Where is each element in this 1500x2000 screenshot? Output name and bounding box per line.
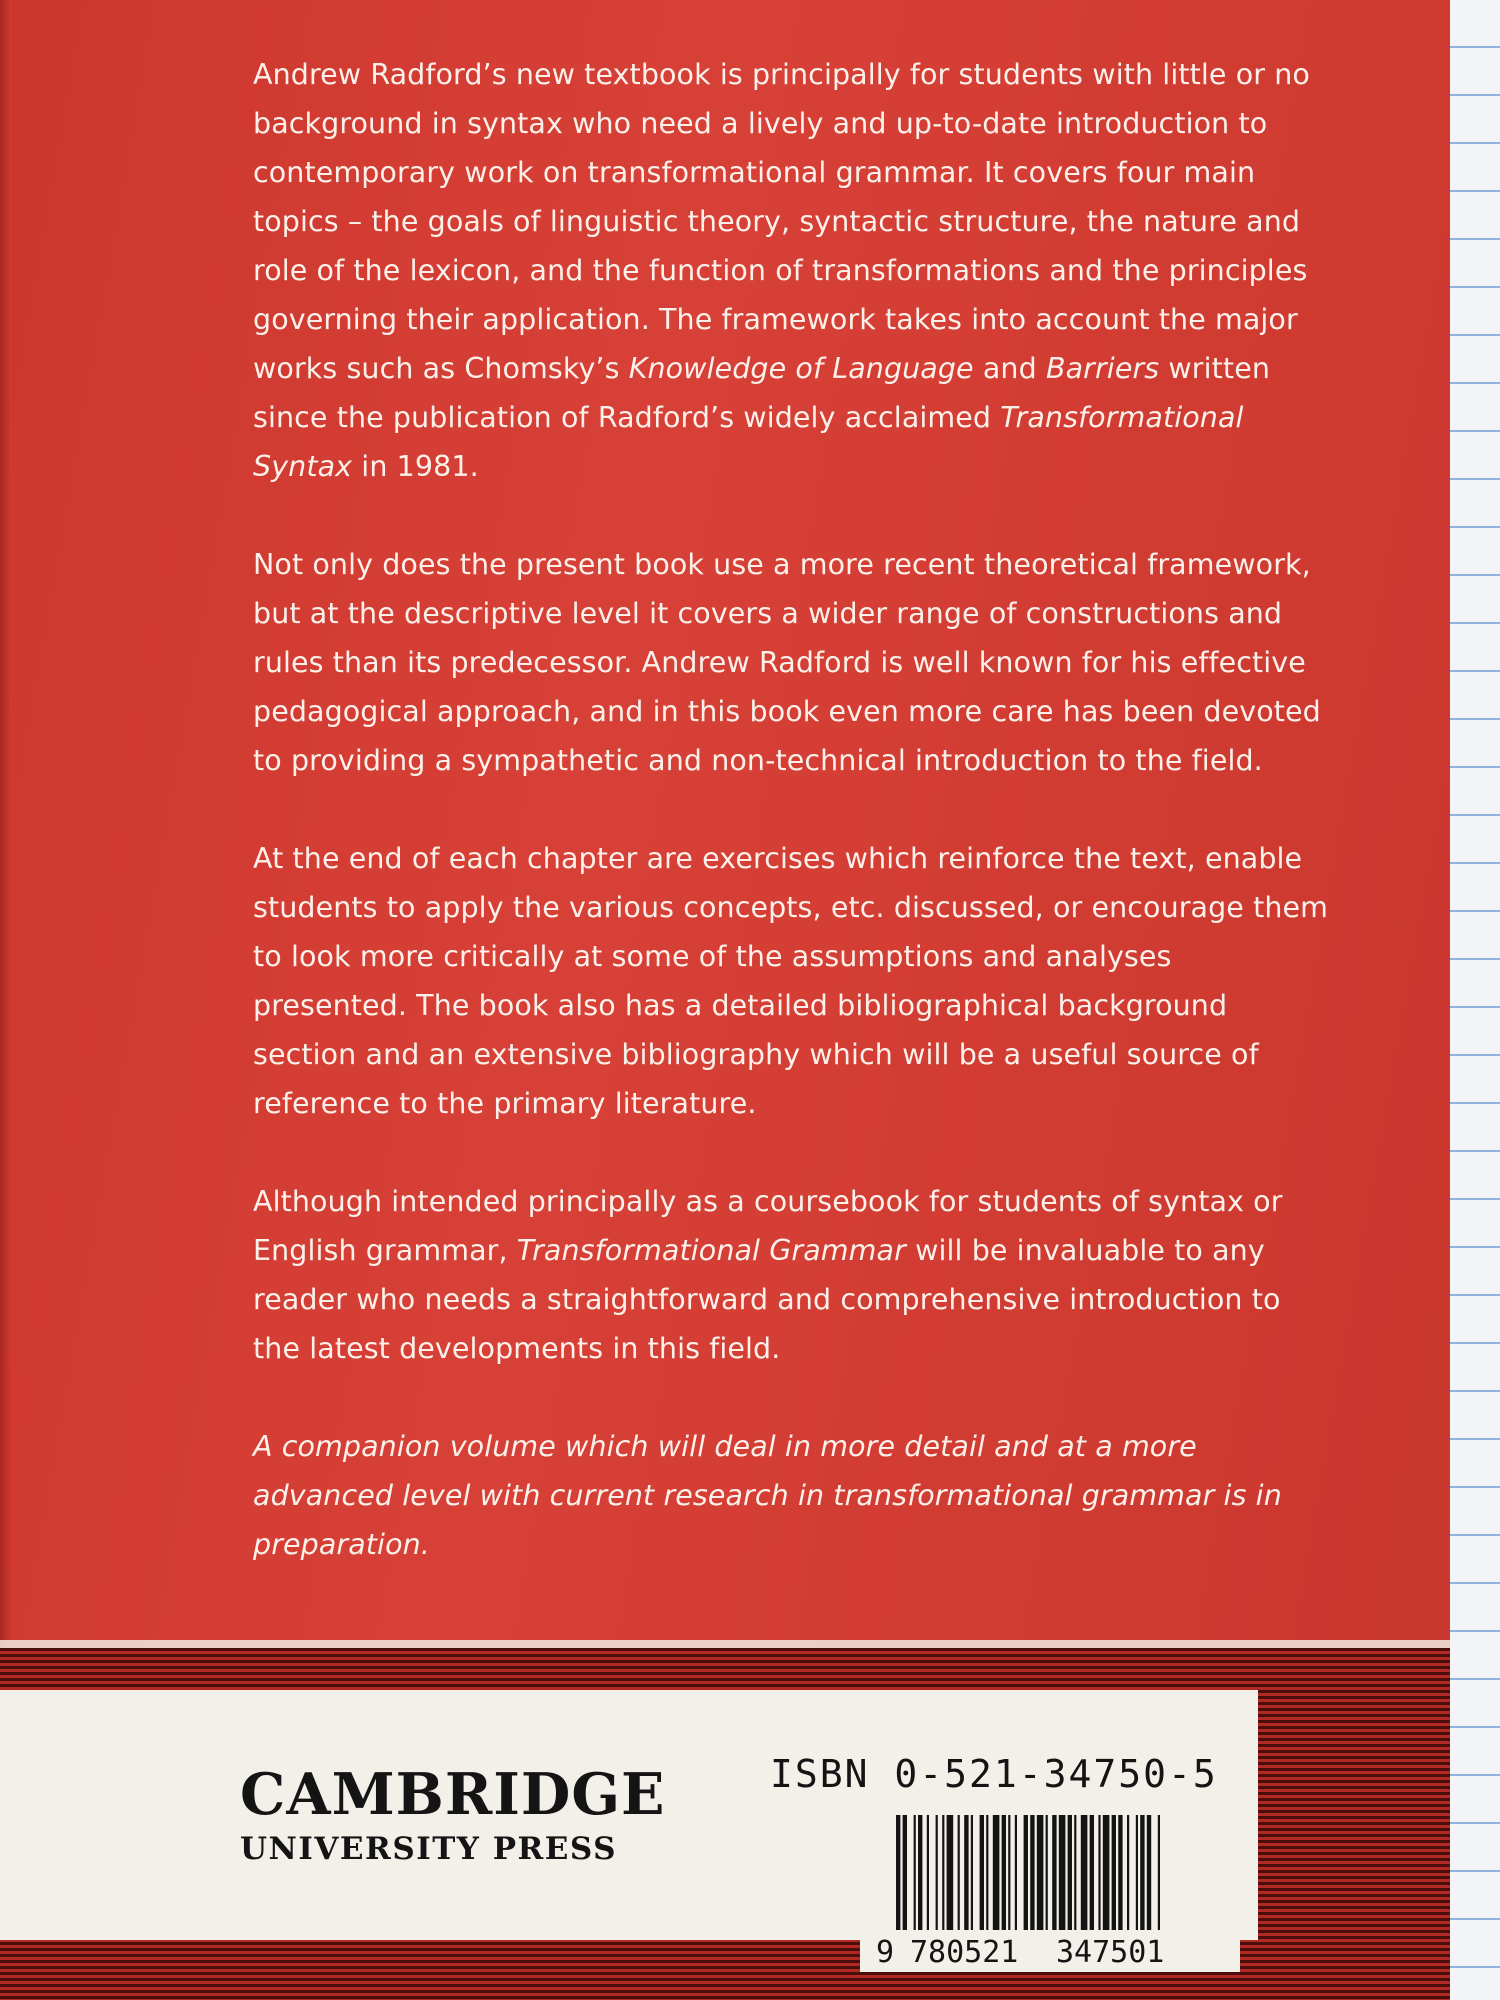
- title-knowledge-of-language: Knowledge of Language: [628, 352, 974, 385]
- barcode-bar: [896, 1815, 900, 1939]
- title-barriers: Barriers: [1045, 352, 1160, 385]
- barcode-bar: [971, 1815, 973, 1939]
- barcode-bar: [914, 1815, 916, 1939]
- barcode-bar: [1081, 1815, 1088, 1939]
- barcode-bar: [918, 1815, 922, 1939]
- band-divider: [0, 1640, 1450, 1648]
- companion-volume-note: A companion volume which will deal in more detail and at a more advanced level with current research in transformational grammar is in preparation.: [253, 1430, 1282, 1561]
- barcode-bar: [980, 1815, 984, 1939]
- isbn-number: ISBN 0-521-34750-5: [770, 1752, 1218, 1796]
- barcode-bar: [1090, 1815, 1094, 1939]
- blurb-paragraph-2: Not only does the present book use a more recent theoretical framework, but at the descriptive level it covers a wider range of constructions and rules than its predecessor. Andrew Radford is well known for his effective pedagogical approach, and in this book even more care has been devoted to providing a sympathetic and non-technical introduction to the field.: [253, 548, 1321, 777]
- barcode-bar: [1074, 1815, 1076, 1939]
- barcode-bar: [1136, 1815, 1138, 1939]
- barcode-bar: [1030, 1815, 1034, 1939]
- barcode-bar: [1046, 1815, 1048, 1939]
- blurb-paragraph-3: At the end of each chapter are exercises which reinforce the text, enable students to apply the various concepts, etc. discussed, or encourage them to look more critically at some of the assumptions and analyses presented. The book also has a detailed bibliographical background section and an extensive bibliography which will be a useful source of reference to the primary literature.: [253, 842, 1329, 1120]
- barcode-bar: [942, 1815, 944, 1939]
- barcode-bar: [1002, 1815, 1006, 1939]
- barcode-bar: [1008, 1815, 1010, 1939]
- barcode-bar: [903, 1815, 907, 1939]
- barcode-group-1: 780521: [910, 1935, 1019, 1970]
- barcode-bar: [1037, 1815, 1044, 1939]
- barcode-bar: [1147, 1815, 1151, 1939]
- barcode-bar: [1015, 1815, 1017, 1939]
- barcode-bars: [876, 1815, 1228, 1939]
- barcode-bar: [1068, 1815, 1072, 1939]
- barcode-bar: [1118, 1815, 1122, 1939]
- blurb-paragraph-4: Although intended principally as a coursebook for students of syntax or English grammar, Transformational Grammar will be invaluable to any reader who needs a straightforward and comprehensive introduction to the latest developments in this field.: [253, 1185, 1283, 1365]
- barcode-lead-digit: 9: [876, 1935, 895, 1970]
- barcode-group-2: 347501: [1056, 1935, 1165, 1970]
- title-transformational-syntax: Transformational Syntax: [253, 401, 1244, 483]
- barcode-bar: [993, 1815, 1000, 1939]
- spine-edge: [0, 0, 12, 1650]
- barcode-bar: [1098, 1815, 1100, 1939]
- barcode-bar: [1059, 1815, 1066, 1939]
- barcode-bar: [964, 1815, 968, 1939]
- barcode-bar: [1127, 1815, 1129, 1939]
- barcode-bar: [927, 1815, 929, 1939]
- barcode: [876, 1815, 1228, 1939]
- barcode-bar: [936, 1815, 938, 1939]
- publisher-subtitle: UNIVERSITY PRESS: [240, 1831, 617, 1867]
- barcode-bar: [947, 1815, 954, 1939]
- barcode-bar: [1052, 1815, 1056, 1939]
- barcode-bar: [1140, 1815, 1144, 1939]
- publisher-name: CAMBRIDGE: [240, 1761, 666, 1828]
- barcode-bar: [1103, 1815, 1110, 1939]
- barcode-bar: [986, 1815, 988, 1939]
- title-transformational-grammar: Transformational Grammar: [516, 1234, 906, 1267]
- blurb-paragraph-1: Andrew Radford’s new textbook is principally for students with little or no background in syntax who need a lively and up-to-date introduction to contemporary work on transformational grammar. It covers four main topics – the goals of linguistic theory, syntactic structure, the nature and role of the lexicon, and the function of transformations and the principles governing their application. The framework takes into account the major works such as Chomsky’s Knowledge of Language and Barriers written since the publication of Radford’s widely acclaimed Transformational Syntax in 1981.: [253, 58, 1310, 483]
- publisher-logo: [240, 1761, 666, 1867]
- barcode-bar: [1024, 1815, 1028, 1939]
- barcode-bar: [1158, 1815, 1160, 1939]
- barcode-bar: [1112, 1815, 1116, 1939]
- blurb-text: [253, 50, 1333, 1618]
- barcode-bar: [958, 1815, 960, 1939]
